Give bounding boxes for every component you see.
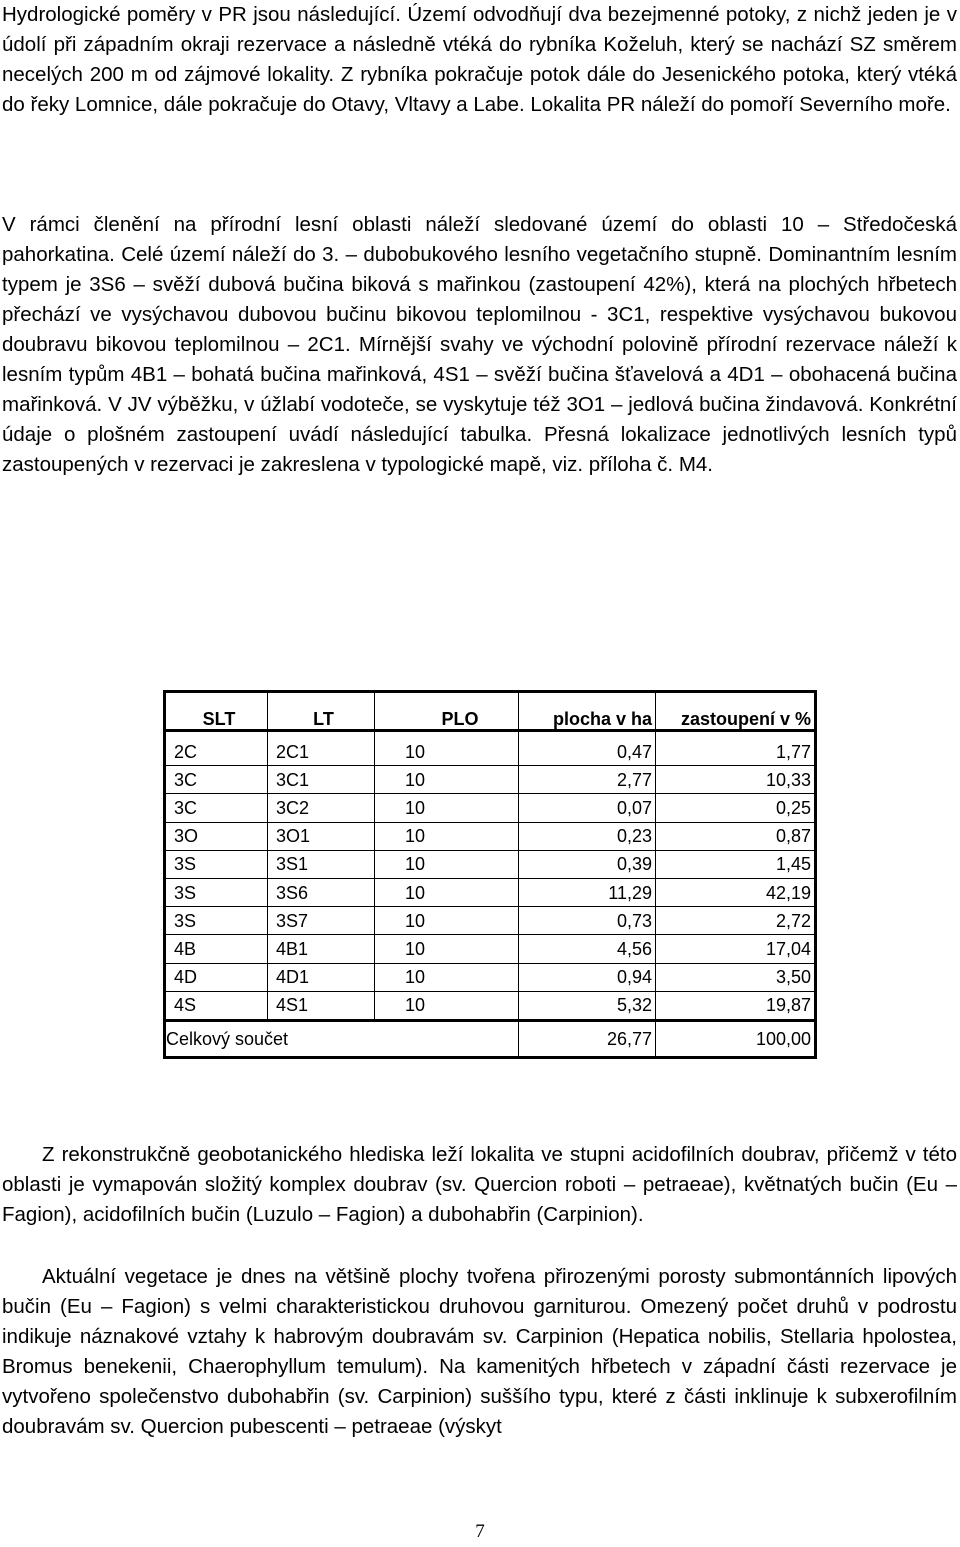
cell-lt: 4B1 xyxy=(268,935,375,963)
cell-slt: 3C xyxy=(165,766,268,794)
table-row xyxy=(165,731,816,766)
cell-plocha: 4,56 xyxy=(519,935,656,963)
cell-zastoupeni: 2,72 xyxy=(656,907,816,935)
cell-plo: 10 xyxy=(375,963,519,991)
cell-plocha: 0,07 xyxy=(519,794,656,822)
cell-lt: 3S1 xyxy=(268,850,375,878)
cell-plo: 10 xyxy=(375,907,519,935)
header-zastoupeni: zastoupení v % xyxy=(656,692,816,731)
table-header-row xyxy=(165,692,816,731)
cell-slt: 3S xyxy=(165,907,268,935)
paragraph-current-vegetation: Aktuální vegetace je dnes na většině plochy tvořena přirozenými porosty submontánních lipových bučin (Eu – Fagion) s velmi charakteristickou druhovou garniturou. Omezený počet druhů v podrostu indikuje náznakové vztahy k habrovým doubravám sv. Carpinion (Hepatica nobilis, Stellaria hpolostea, Bromus benekenii, Chaerophyllum temulum). Na kamenitých hřbetech v západní části rezervace je vytvořeno společenstvo dubohabřin (sv. Carpinion) suššího typu, které z části inklinuje k subxerofilním doubravám sv. Quercion pubescenti – petraeae (výskyt xyxy=(2,1265,957,1438)
paragraph-forest-types: V rámci členění na přírodní lesní oblasti náleží sledované území do oblasti 10 – Středočeská pahorkatina. Celé území náleží do 3. – dubobukového lesního vegetačního stupně. Dominantním lesním typem je 3S6 – svěží dubová bučina biková s mařinkou (zastoupení 42%), která na plochých hřbetech přechází ve vysýchavou dubovou bučinu bikovou teplomilnou - 3C1, respektive vysýchavou bukovou doubravu bikovou teplomilnou – 2C1. Mírnější svahy ve východní polovině přírodní rezervace náleží k lesním typům 4B1 – bohatá bučina mařinková, 4S1 – svěží bučina šťavelová a 4D1 – obohacená bučina mařinková. V JV výběžku, v úžlabí vodoteče, se vyskytuje též 3O1 – jedlová bučina žindavová. Konkrétní údaje o plošném zastoupení uvádí následující tabulka. Přesná lokalizace jednotlivých lesních typů zastoupených v rezervaci je zakreslena v typologické mapě, viz. příloha č. M4. xyxy=(2,213,957,476)
cell-slt: 2C xyxy=(174,741,198,762)
table-row xyxy=(165,878,816,906)
table-row xyxy=(165,935,816,963)
cell-lt: 4D1 xyxy=(268,963,375,991)
cell-slt: 3S xyxy=(165,878,268,906)
cell-plocha: 0,39 xyxy=(519,850,656,878)
table-body xyxy=(165,731,816,1021)
cell-plocha: 2,77 xyxy=(519,766,656,794)
header-plo: PLO xyxy=(375,692,519,731)
cell-plo: 10 xyxy=(375,850,519,878)
cell-lt: 2C1 xyxy=(268,731,375,766)
forest-type-table xyxy=(163,690,817,1059)
table-row xyxy=(165,822,816,850)
cell-zastoupeni: 1,45 xyxy=(656,850,816,878)
cell-plo: 10 xyxy=(375,766,519,794)
cell-plo: 10 xyxy=(375,935,519,963)
total-plocha: 26,77 xyxy=(519,1020,656,1057)
cell-zastoupeni: 17,04 xyxy=(656,935,816,963)
cell-plocha: 0,73 xyxy=(519,907,656,935)
cell-zastoupeni: 19,87 xyxy=(656,991,816,1020)
cell-slt: 3C xyxy=(165,794,268,822)
cell-plo: 10 xyxy=(375,731,519,766)
cell-zastoupeni: 1,77 xyxy=(656,731,816,766)
table-row xyxy=(165,963,816,991)
total-label: Celkový součet xyxy=(165,1020,519,1057)
header-plocha: plocha v ha xyxy=(519,692,656,731)
cell-zastoupeni: 0,25 xyxy=(656,794,816,822)
cell-lt: 3S7 xyxy=(268,907,375,935)
cell-plocha: 0,23 xyxy=(519,822,656,850)
cell-plo: 10 xyxy=(375,822,519,850)
cell-zastoupeni: 10,33 xyxy=(656,766,816,794)
page-number: 7 xyxy=(475,1521,485,1542)
table-total-row xyxy=(165,1020,816,1057)
cell-zastoupeni: 42,19 xyxy=(656,878,816,906)
table-row xyxy=(165,850,816,878)
cell-lt: 3C1 xyxy=(268,766,375,794)
cell-slt: 4B xyxy=(165,935,268,963)
cell-plocha: 0,94 xyxy=(519,963,656,991)
cell-plocha: 0,47 xyxy=(519,731,656,766)
header-slt: SLT xyxy=(165,692,268,731)
table-row xyxy=(165,991,816,1020)
cell-lt: 3C2 xyxy=(268,794,375,822)
cell-zastoupeni: 0,87 xyxy=(656,822,816,850)
cell-lt: 3O1 xyxy=(268,822,375,850)
cell-plocha: 11,29 xyxy=(519,878,656,906)
table-row xyxy=(165,766,816,794)
cell-zastoupeni: 3,50 xyxy=(656,963,816,991)
header-lt: LT xyxy=(268,692,375,731)
paragraph-geobotany: Z rekonstrukčně geobotanického hlediska leží lokalita ve stupni acidofilních doubrav, přičemž v této oblasti je vymapován složitý komplex doubrav (sv. Quercion roboti – petraeae), květnatých bučin (Eu – Fagion), acidofilních bučin (Luzulo – Fagion) a dubohabřin (Carpinion). xyxy=(2,1143,957,1226)
cell-plo: 10 xyxy=(375,878,519,906)
total-zastoupeni: 100,00 xyxy=(656,1020,816,1057)
table-row xyxy=(165,907,816,935)
cell-slt: 4S xyxy=(165,991,268,1020)
cell-slt: 3S xyxy=(165,850,268,878)
cell-slt: 3O xyxy=(165,822,268,850)
cell-plo: 10 xyxy=(375,991,519,1020)
cell-lt: 4S1 xyxy=(268,991,375,1020)
cell-plo: 10 xyxy=(375,794,519,822)
table-row xyxy=(165,794,816,822)
cell-lt: 3S6 xyxy=(268,878,375,906)
cell-plocha: 5,32 xyxy=(519,991,656,1020)
cell-slt: 4D xyxy=(165,963,268,991)
paragraph-hydrology: Hydrologické poměry v PR jsou následující. Území odvodňují dva bezejmenné potoky, z nichž jeden je v údolí při západním okraji rezervace a následně vtéká do rybníka Koželuh, který se nachází SZ směrem necelých 200 m od zájmové lokality. Z rybníka pokračuje potok dále do Jesenického potoka, který vtéká do řeky Lomnice, dále pokračuje do Otavy, Vltavy a Labe. Lokalita PR náleží do pomoří Severního moře. xyxy=(2,3,957,116)
